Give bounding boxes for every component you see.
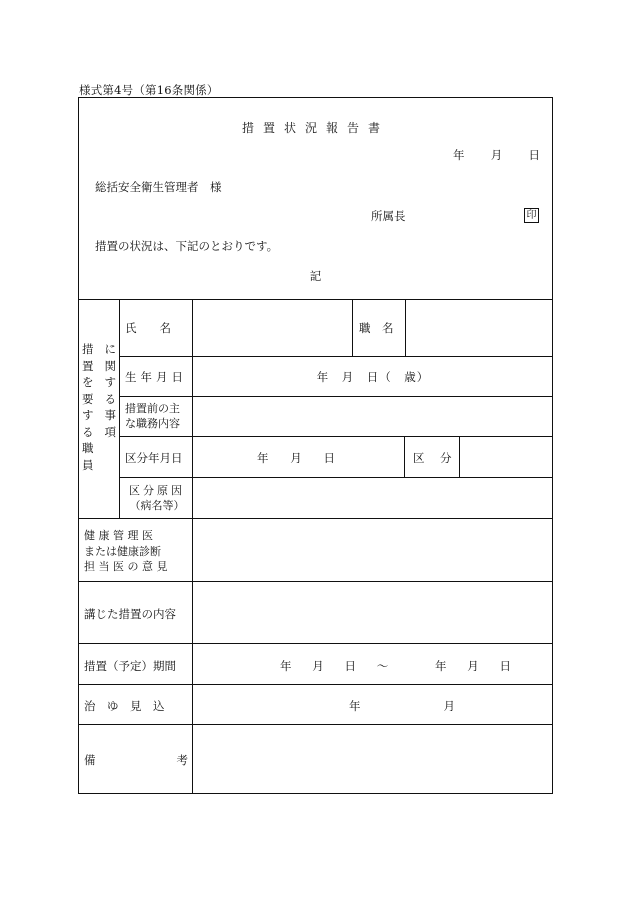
doctor-opinion-label: 健 康 管 理 医 または健康診断 担 当 医 の 意 見	[84, 529, 168, 573]
date-day-label: 日	[528, 148, 540, 162]
statement-text: 措置の状況は、下記のとおりです。	[95, 239, 279, 253]
measures-field[interactable]	[195, 584, 549, 640]
doctor-opinion-field[interactable]	[195, 521, 549, 578]
cause-field[interactable]	[195, 480, 549, 515]
recovery-field[interactable]: 年 月	[349, 699, 455, 713]
class-label: 区 分	[413, 451, 454, 465]
recovery-label: 治 ゆ 見 込	[84, 699, 165, 713]
period-label: 措置（予定）期間	[84, 659, 176, 673]
birth-date-label: 生年月日	[125, 370, 187, 384]
employee-group-label-col1: 措 置 を 要 す る 職 員	[82, 342, 94, 472]
issuer-label: 所属長	[371, 209, 406, 223]
report-form	[78, 97, 553, 794]
seal-icon: 印	[524, 208, 539, 223]
name-label: 氏 名	[125, 321, 171, 335]
class-date-label: 区分年月日	[125, 451, 183, 465]
job-title-field[interactable]	[408, 302, 548, 353]
employee-group-label-col2: に 関 す る 事 項	[104, 342, 116, 439]
report-date[interactable]	[453, 147, 540, 163]
prior-duty-field[interactable]	[195, 399, 549, 433]
measures-label: 講じた措置の内容	[84, 607, 176, 621]
remarks-label: 備 考	[84, 753, 188, 767]
prior-duty-label: 措置前の主 な職務内容	[125, 402, 180, 430]
seal-mark	[524, 207, 539, 223]
job-title-label: 職 名	[359, 321, 394, 335]
remarks-field[interactable]	[195, 727, 549, 790]
form-title: 措置状況報告書	[241, 121, 389, 135]
employee-group-label	[82, 341, 116, 473]
birth-date-field[interactable]: 年 月 日（ 歳）	[316, 370, 430, 384]
name-field[interactable]	[195, 302, 349, 353]
date-year-label: 年	[453, 148, 465, 162]
class-field[interactable]	[462, 439, 550, 474]
record-heading: 記	[309, 269, 322, 283]
date-month-label: 月	[490, 148, 503, 162]
class-date-field[interactable]: 年 月 日	[257, 451, 335, 465]
addressee: 総括安全衛生管理者 様	[95, 180, 222, 194]
period-field[interactable]: 年 月 日 ～ 年 月 日	[280, 659, 511, 673]
form-number: 様式第4号（第16条関係）	[79, 83, 219, 97]
cause-label: 区分原因 （病名等）	[129, 484, 185, 512]
